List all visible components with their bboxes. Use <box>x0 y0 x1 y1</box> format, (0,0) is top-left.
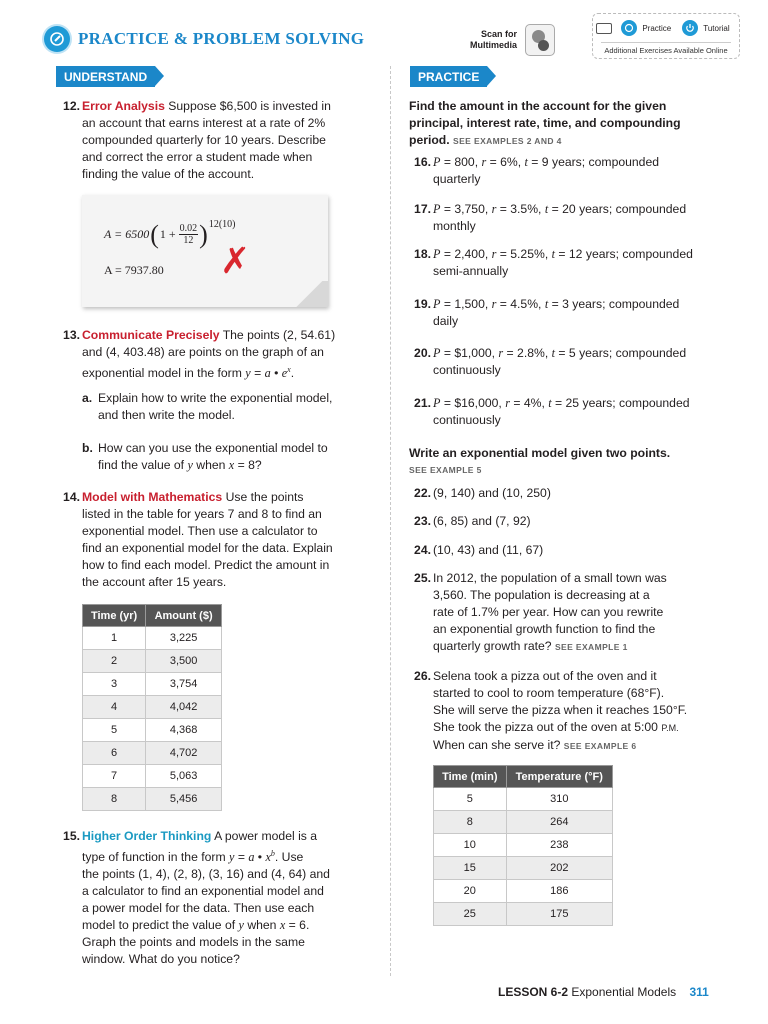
student-work-note <box>82 195 328 307</box>
column-divider <box>390 66 391 976</box>
temperature-table <box>433 765 613 926</box>
table2-header-time: Time (min) <box>434 766 507 788</box>
additional-exercises: Additional Exercises Available Online <box>601 42 731 55</box>
scan-line1: Scan for <box>481 29 518 39</box>
see-example-1[interactable]: SEE EXAMPLE 1 <box>554 642 628 652</box>
question-12: 12. Error Analysis Suppose $6,500 is invested in an account that earns interest at a rate of 2% compounded quarterly for 10 years. Describe and correct the error a student made when finding the value of the account. <box>82 98 372 183</box>
table-row: 2 3,500 <box>83 650 222 673</box>
table-row: 3 3,754 <box>83 673 222 696</box>
question-18: 18. P = 2,400, r = 5.25%, t = 12 years; compounded semi-annually <box>414 247 693 278</box>
lesson-number: LESSON 6-2 <box>498 985 569 999</box>
question-20: 20. P = $1,000, r = 2.8%, t = 5 years; compounded continuously <box>414 346 687 377</box>
page-footer <box>498 985 709 999</box>
practice-tag: PRACTICE <box>410 66 487 87</box>
table-row: 10 238 <box>434 834 613 857</box>
student-result: A = 7937.80 <box>104 263 164 277</box>
scan-for-multimedia[interactable] <box>470 24 555 56</box>
table-row: 8 264 <box>434 811 613 834</box>
practice-label[interactable]: Practice <box>642 23 672 33</box>
question-26: 26. Selena took a pizza out of the oven and it started to cool to room temperature (68°F). She will serve the pizza when it reaches 150°F. She took the pizza out of the oven at 5:00 P.M. When can she serve it? SEE EXAMPLE 6 <box>414 669 688 752</box>
question-16: 16. P = 800, r = 6%, t = 9 years; compounded quarterly <box>414 155 660 186</box>
table-row: 20 186 <box>434 880 613 903</box>
computer-icon <box>596 23 612 34</box>
lesson-title: Exponential Models <box>571 985 677 999</box>
formula: A = 6500 ( 1 + $\frac{0.02}{12}$ ) $^{12(10)}$ <box>104 219 236 249</box>
question-22: 22. (9, 140) and (10, 250) <box>414 486 551 500</box>
table-row: 8 5,456 <box>83 788 222 811</box>
pencil-icon <box>44 26 70 52</box>
q12-number: 12. <box>63 99 80 113</box>
practice-intro-1: Find the amount in the account for the given principal, interest rate, time, and compounding period. SEE EXAMPLES 2 AND 4 <box>409 99 681 147</box>
table-row: 7 5,063 <box>83 765 222 788</box>
question-25: 25. In 2012, the population of a small town was 3,560. The population is decreasing at a rate of 1.7% per year. How can you rewrite an exponential growth function to find the quarterly growth rate? SEE EXAMPLE 1 <box>414 571 667 653</box>
table-row: 6 4,702 <box>83 742 222 765</box>
scan-line2: Multimedia <box>470 40 518 50</box>
tutorial-label[interactable]: Tutorial <box>703 23 730 33</box>
see-example-5[interactable]: SEE EXAMPLE 5 <box>409 465 482 475</box>
table-row: 1 3,225 <box>83 627 222 650</box>
practice-icon[interactable] <box>621 20 637 36</box>
question-17: 17. P = 3,750, r = 3.5%, t = 20 years; compounded monthly <box>414 202 687 233</box>
understand-tag: UNDERSTAND <box>56 66 155 87</box>
table-row: 4 4,042 <box>83 696 222 719</box>
q14-label: Model with Mathematics <box>82 490 223 504</box>
see-example-6[interactable]: SEE EXAMPLE 6 <box>563 741 637 751</box>
q12-label: Error Analysis <box>82 99 165 113</box>
online-resources-box <box>592 13 740 59</box>
table-row: 25 175 <box>434 903 613 926</box>
question-15: 15. Higher Order Thinking A power model is a type of function in the form y = a • $x^b$. Use the points (1, 4), (2, 8), (3, 16) and (4, 64) and a calculator to find an exponential model and a power model for the data. Then use each model to predict the value of y when x = 6. Graph the points and models in the same window. What do you notice? <box>63 829 330 967</box>
question-19: 19. P = 1,500, r = 4.5%, t = 3 years; compounded daily <box>414 297 680 328</box>
q13-label: Communicate Precisely <box>82 328 220 342</box>
tutorial-icon[interactable] <box>682 20 698 36</box>
question-23: 23. (6, 85) and (7, 92) <box>414 514 531 528</box>
table1-header-time: Time (yr) <box>83 605 146 627</box>
question-24: 24. (10, 43) and (11, 67) <box>414 543 544 557</box>
table-row: 5 4,368 <box>83 719 222 742</box>
question-14: 14. Model with Mathematics Use the points listed in the table for years 7 and 8 to find an exponential model. Then use a calculator to find an exponential model for the data. Explain how to find each model. Predict the amount in the account after 15 years. <box>63 490 333 589</box>
table2-header-temp: Temperature (°F) <box>506 766 612 788</box>
scan-phone-icon[interactable] <box>525 24 555 56</box>
q15-label: Higher Order Thinking <box>82 829 212 843</box>
table1-header-amount: Amount ($) <box>146 605 222 627</box>
table-row: 5 310 <box>434 788 613 811</box>
table-row: 15 202 <box>434 857 613 880</box>
error-x-mark: ✗ <box>220 241 251 282</box>
question-21: 21. P = $16,000, r = 4%, t = 25 years; compounded continuously <box>414 396 690 427</box>
amount-table <box>82 604 222 811</box>
see-examples-2-4[interactable]: SEE EXAMPLES 2 AND 4 <box>453 136 562 146</box>
paper-curl <box>290 281 328 307</box>
page-number: 311 <box>689 985 709 999</box>
section-title: PRACTICE & PROBLEM SOLVING <box>78 29 365 48</box>
question-13: 13. Communicate Precisely The points (2, 54.61) and (4, 403.48) are points on the graph of an exponential model in the form y = a • $e^x$. a. Explain how to write the exponential model, and then write the model. b. How can you use the exponential model to find the value of y when x = 8? <box>63 328 336 473</box>
section-header <box>44 26 364 52</box>
practice-intro-2: Write an exponential model given two points. SEE EXAMPLE 5 <box>409 445 719 479</box>
